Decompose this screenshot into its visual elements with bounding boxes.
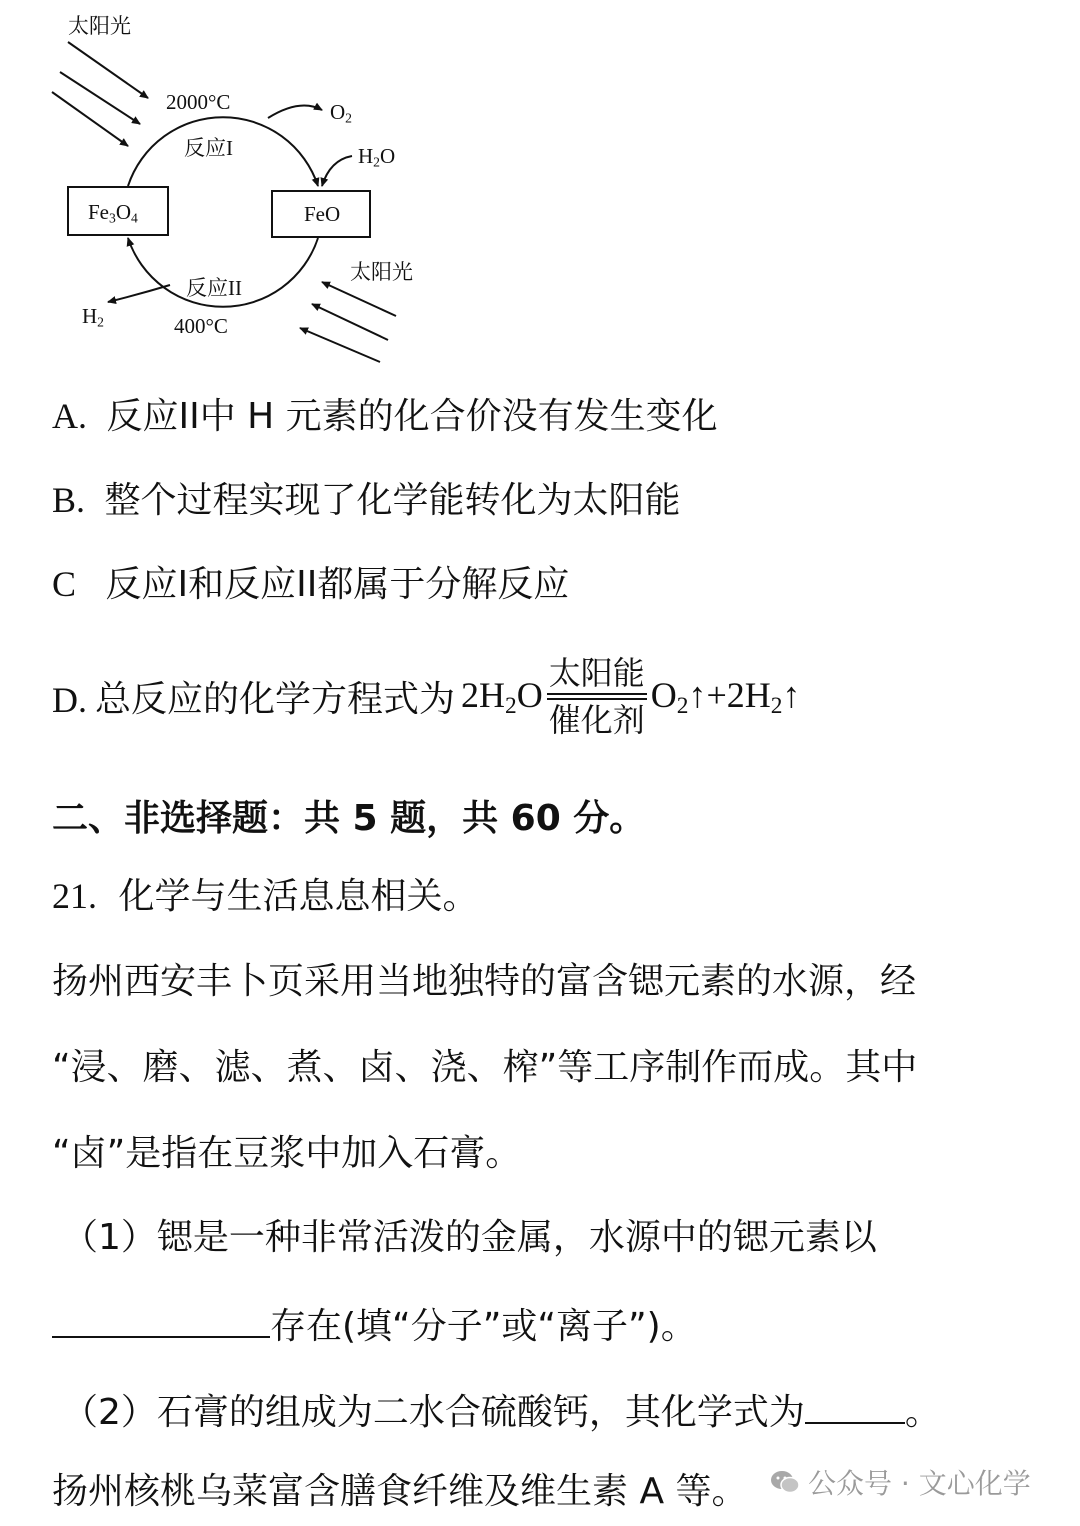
h2-out-arrow	[108, 285, 170, 302]
q21-sub1	[62, 1216, 877, 1260]
h2-label: $H_2$	[82, 304, 104, 330]
q21-number: 21.	[52, 876, 97, 916]
q21-sub1-answer	[52, 1302, 697, 1349]
h2o-label: $H_2O$	[358, 144, 396, 170]
sub1-label: （1）	[62, 1217, 157, 1258]
equation-condition	[547, 653, 647, 740]
o2-label: $O_2$	[330, 100, 352, 126]
watermark	[770, 1462, 1031, 1502]
option-a-text: 反应II中 H 元素的化合价没有发生变化	[106, 396, 718, 437]
wechat-icon	[770, 1469, 800, 1495]
section-heading: 二、非选择题：共 5 题，共 60 分。	[52, 798, 646, 839]
condition-bottom: 催化剂	[548, 700, 645, 739]
option-d-label: D.	[52, 680, 87, 720]
equation-lhs: $2H_2O$	[461, 674, 543, 719]
sub1-text: 锶是一种非常活泼的金属，水源中的锶元素以	[156, 1217, 877, 1258]
option-b	[52, 478, 680, 523]
temp-label-bottom: 400°C	[174, 314, 228, 338]
watermark-text: 公众号 · 文心化学	[808, 1467, 1031, 1500]
sunlight-arrow	[68, 42, 148, 98]
sub2-label: （2）	[62, 1392, 157, 1433]
q21-last-line: 扬州核桃乌菜富含膳食纤维及维生素 A 等。	[52, 1471, 748, 1512]
equation-rhs: $O_2↑+2H_2↑$	[650, 674, 801, 719]
sunlight-arrow	[322, 282, 396, 316]
q21-title-text: 化学与生活息息相关。	[118, 876, 479, 917]
q21-para-line1: 扬州西安丰卜页采用当地独特的富含锶元素的水源，经	[52, 961, 917, 1002]
q21-title	[52, 874, 478, 919]
q21-para-line2: “浸、磨、滤、煮、卤、浇、榨”等工序制作而成。其中	[52, 1047, 918, 1088]
option-c-label: C	[52, 564, 77, 604]
feo-label: FeO	[304, 202, 341, 226]
option-c	[52, 562, 569, 607]
sunlight-arrow	[52, 92, 128, 146]
option-a-label: A.	[52, 396, 87, 436]
sunlight-arrow	[60, 72, 140, 124]
diagram-graphics	[0, 0, 460, 380]
option-b-text: 整个过程实现了化学能转化为太阳能	[104, 480, 681, 521]
reaction2-label: 反应II	[186, 276, 242, 300]
reaction1-label: 反应I	[184, 136, 233, 160]
sub2-tail: 。	[904, 1392, 941, 1433]
option-d	[52, 650, 800, 750]
sunlight-arrow	[312, 304, 388, 340]
q21-para-line3: “卤”是指在豆浆中加入石膏。	[52, 1133, 522, 1174]
q21-sub2	[62, 1388, 941, 1435]
equals-bar	[547, 693, 647, 700]
option-c-text: 反应I和反应II都属于分解反应	[105, 564, 570, 605]
option-d-text: 总反应的化学方程式为	[95, 679, 456, 720]
option-a	[52, 394, 718, 439]
h2o-in-arrow	[322, 156, 352, 186]
sub1-tail: 存在(填“分子”或“离子”)。	[270, 1306, 697, 1347]
condition-top: 太阳能	[548, 653, 645, 692]
sub2-text: 石膏的组成为二水合硫酸钙，其化学式为	[156, 1392, 805, 1433]
sub1-answer-blank[interactable]	[52, 1302, 270, 1338]
sunlight-label-top: 太阳光	[68, 14, 131, 38]
fe3o4-label: $Fe_3O_4$	[88, 200, 138, 226]
reaction-cycle-diagram	[0, 0, 460, 380]
option-b-label: B.	[52, 480, 86, 520]
o2-out-arrow	[268, 106, 322, 119]
sunlight-arrow	[300, 328, 380, 362]
temp-label-top: 2000°C	[166, 90, 231, 114]
sunlight-label-bottom: 太阳光	[350, 260, 413, 284]
sub2-answer-blank[interactable]	[805, 1388, 905, 1424]
